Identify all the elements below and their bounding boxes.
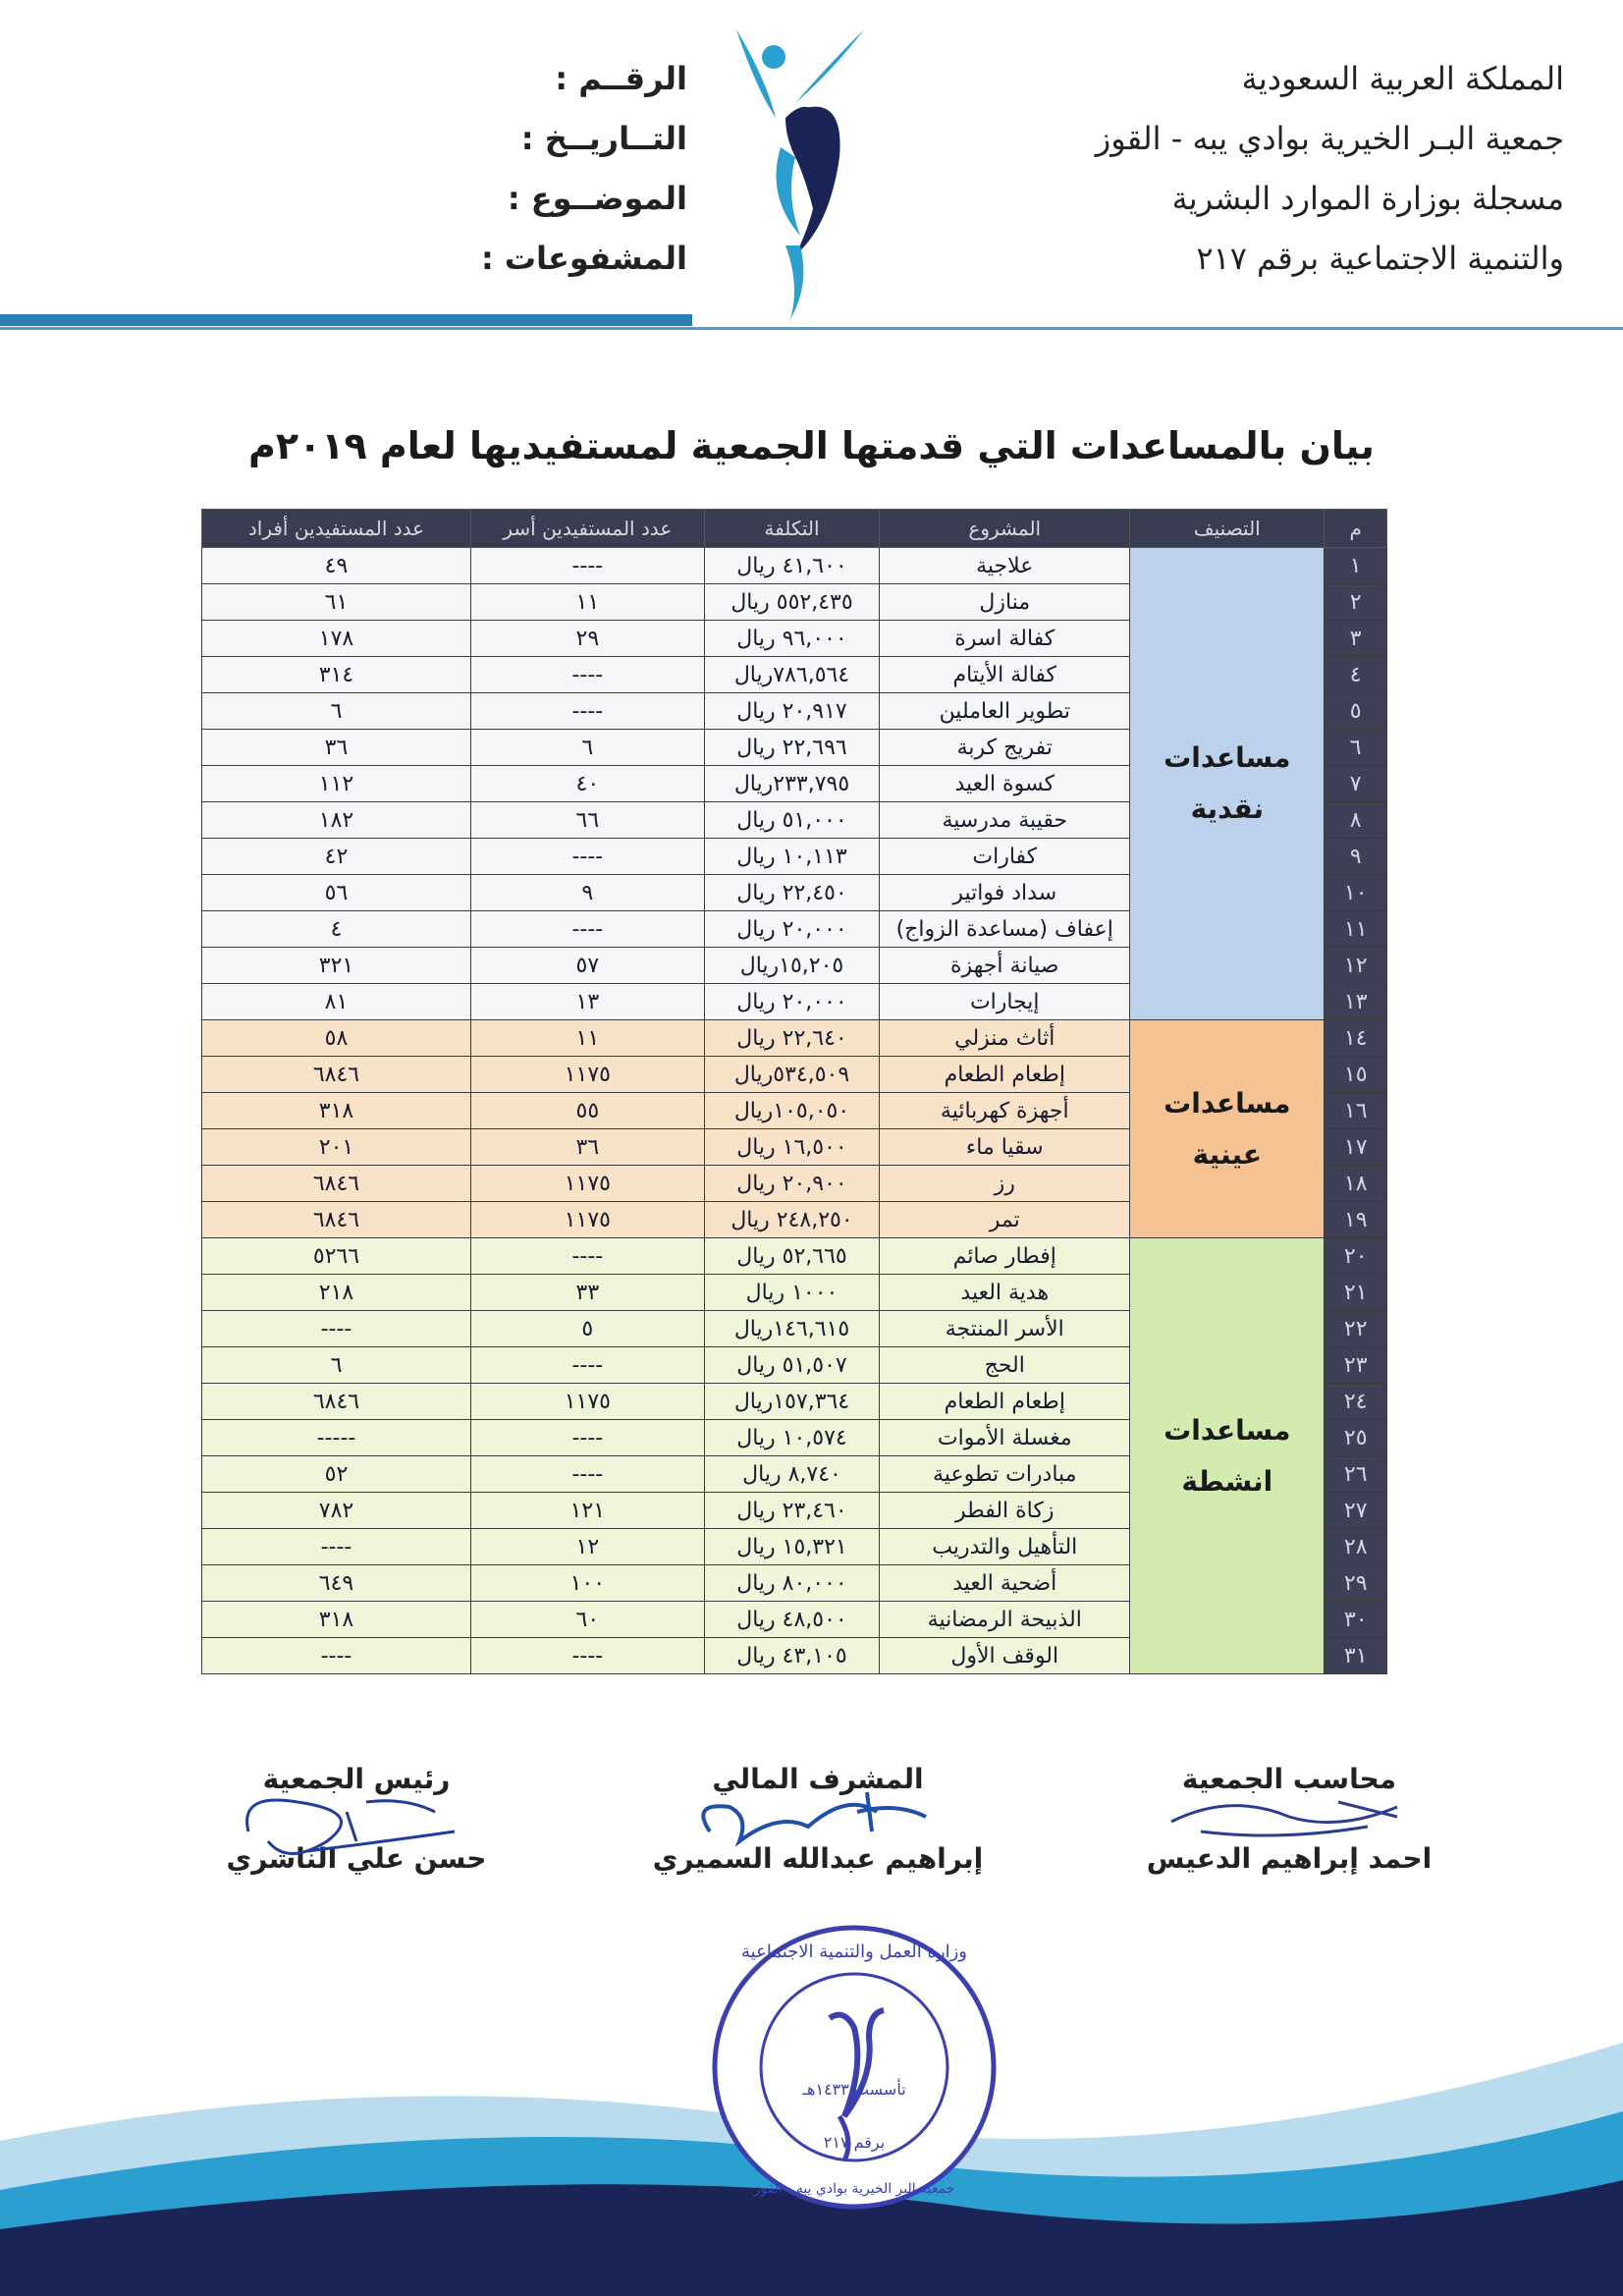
project-name: كفارات — [880, 839, 1130, 875]
beneficiary-individuals: ٦ — [202, 1347, 471, 1384]
row-index: ١٤ — [1325, 1020, 1387, 1057]
beneficiary-families: ---- — [470, 1456, 704, 1493]
project-name: زكاة الفطر — [880, 1493, 1130, 1529]
project-cost: ٢٤٨,٢٥٠ ريال — [704, 1202, 880, 1238]
project-cost: ٢٣٣,٧٩٥ريال — [704, 766, 880, 802]
beneficiary-individuals: ٦١ — [202, 584, 471, 621]
project-cost: ١٠٥,٠٥٠ريال — [704, 1093, 880, 1129]
row-index: ٢٢ — [1325, 1311, 1387, 1347]
project-name: مغسلة الأموات — [880, 1420, 1130, 1456]
project-cost: ٥٣٤,٥٠٩ريال — [704, 1057, 880, 1093]
category-label: مساعدات — [1163, 741, 1291, 774]
project-name: أجهزة كهربائية — [880, 1093, 1130, 1129]
project-name: الوقف الأول — [880, 1638, 1130, 1674]
project-cost: ٥١,٥٠٧ ريال — [704, 1347, 880, 1384]
beneficiary-individuals: ٦٨٤٦ — [202, 1384, 471, 1420]
beneficiary-individuals: ---- — [202, 1529, 471, 1565]
category-label: نقدية — [1190, 793, 1264, 825]
beneficiary-families: ٢٩ — [470, 621, 704, 657]
row-index: ٢٦ — [1325, 1456, 1387, 1493]
project-cost: ٥٢,٦٦٥ ريال — [704, 1238, 880, 1275]
handwritten-signature-icon — [1142, 1773, 1436, 1851]
row-index: ٢٤ — [1325, 1384, 1387, 1420]
row-index: ١٣ — [1325, 984, 1387, 1020]
beneficiary-families: ١١٧٥ — [470, 1202, 704, 1238]
handwritten-signature-icon — [671, 1773, 965, 1861]
beneficiary-families: ٥ — [470, 1311, 704, 1347]
project-name: صيانة أجهزة — [880, 948, 1130, 984]
row-index: ١٩ — [1325, 1202, 1387, 1238]
project-cost: ٢٢,٦٩٦ ريال — [704, 730, 880, 766]
row-index: ١٨ — [1325, 1166, 1387, 1202]
col-header-category: التصنيف — [1130, 510, 1325, 548]
project-name: إيجارات — [880, 984, 1130, 1020]
beneficiary-families: ---- — [470, 1347, 704, 1384]
project-cost: ٤١,٦٠٠ ريال — [704, 548, 880, 584]
project-cost: ٤٨,٥٠٠ ريال — [704, 1602, 880, 1638]
row-index: ١٧ — [1325, 1129, 1387, 1166]
beneficiary-individuals: ٦ — [202, 693, 471, 730]
project-name: الحج — [880, 1347, 1130, 1384]
handwritten-signature-icon — [209, 1773, 504, 1871]
project-name: كفالة الأيتام — [880, 657, 1130, 693]
beneficiary-individuals: ٥٦ — [202, 875, 471, 911]
project-name: سقيا ماء — [880, 1129, 1130, 1166]
beneficiary-individuals: ٣١٨ — [202, 1093, 471, 1129]
project-cost: ٥٥٢,٤٣٥ ريال — [704, 584, 880, 621]
beneficiary-individuals: ٦٤٩ — [202, 1565, 471, 1602]
project-cost: ٨٠,٠٠٠ ريال — [704, 1565, 880, 1602]
row-index: ٢٨ — [1325, 1529, 1387, 1565]
beneficiary-individuals: ٦٨٤٦ — [202, 1166, 471, 1202]
project-cost: ١٠٠٠ ريال — [704, 1275, 880, 1311]
beneficiary-families: ٥٥ — [470, 1093, 704, 1129]
row-index: ١١ — [1325, 911, 1387, 948]
project-name: سداد فواتير — [880, 875, 1130, 911]
category-label: مساعدات — [1163, 1086, 1291, 1120]
project-name: هدية العيد — [880, 1275, 1130, 1311]
row-index: ٢٥ — [1325, 1420, 1387, 1456]
project-cost: ١٠,١١٣ ريال — [704, 839, 880, 875]
project-name: كفالة اسرة — [880, 621, 1130, 657]
page-title: بيان بالمساعدات التي قدمتها الجمعية لمستفيديها لعام ٢٠١٩م — [248, 424, 1375, 467]
project-name: أثاث منزلي — [880, 1020, 1130, 1057]
official-stamp — [707, 1920, 1001, 2214]
table-row — [202, 548, 1387, 584]
beneficiary-families: ---- — [470, 548, 704, 584]
category-cell — [1130, 1238, 1325, 1674]
beneficiary-individuals: ٦٨٤٦ — [202, 1057, 471, 1093]
project-cost: ٩٦,٠٠٠ ريال — [704, 621, 880, 657]
beneficiary-individuals: ٧٨٢ — [202, 1493, 471, 1529]
beneficiary-families: ١١٧٥ — [470, 1166, 704, 1202]
col-header-families: عدد المستفيدين أسر — [470, 510, 704, 548]
beneficiary-individuals: ٢٠١ — [202, 1129, 471, 1166]
project-name: منازل — [880, 584, 1130, 621]
project-cost: ٤٣,١٠٥ ريال — [704, 1638, 880, 1674]
row-index: ١ — [1325, 548, 1387, 584]
project-cost: ٧٨٦,٥٦٤ريال — [704, 657, 880, 693]
signature-accountant — [1122, 1763, 1456, 1875]
beneficiary-individuals: ٢١٨ — [202, 1275, 471, 1311]
row-index: ٥ — [1325, 693, 1387, 730]
project-name: تفريج كربة — [880, 730, 1130, 766]
header-divider-thick — [0, 314, 692, 326]
category-label: مساعدات — [1163, 1413, 1291, 1447]
table-row — [202, 1238, 1387, 1275]
beneficiary-families: ٣٣ — [470, 1275, 704, 1311]
field-attachments: المشفوعات : — [480, 240, 687, 277]
project-cost: ١٦,٥٠٠ ريال — [704, 1129, 880, 1166]
stamp-text-bottom: جمعية البر الخيرية بوادي يبه - القوز — [753, 2181, 955, 2197]
project-name: الذبيحة الرمضانية — [880, 1602, 1130, 1638]
table-header-row — [202, 510, 1387, 548]
project-name: حقيبة مدرسية — [880, 802, 1130, 839]
stamp-text-founded: تأسست ١٤٣٣هـ — [802, 2080, 906, 2099]
row-index: ٢ — [1325, 584, 1387, 621]
beneficiary-individuals: ٦٨٤٦ — [202, 1202, 471, 1238]
beneficiary-families: ---- — [470, 1238, 704, 1275]
reference-fields — [393, 49, 687, 289]
category-cell — [1130, 1020, 1325, 1238]
row-index: ٩ — [1325, 839, 1387, 875]
row-index: ٢٠ — [1325, 1238, 1387, 1275]
org-header — [975, 49, 1564, 289]
field-number: الرقــم : — [555, 60, 687, 97]
project-cost: ٢٠,٠٠٠ ريال — [704, 911, 880, 948]
beneficiary-families: ---- — [470, 1638, 704, 1674]
project-cost: ٢٣,٤٦٠ ريال — [704, 1493, 880, 1529]
beneficiary-families: ١٣ — [470, 984, 704, 1020]
beneficiary-families: ٦٦ — [470, 802, 704, 839]
beneficiary-individuals: ٤٢ — [202, 839, 471, 875]
beneficiary-individuals: ٤ — [202, 911, 471, 948]
beneficiary-families: ٩ — [470, 875, 704, 911]
field-subject: الموضــوع : — [507, 180, 687, 217]
beneficiary-individuals: ٥٨ — [202, 1020, 471, 1057]
category-cell — [1130, 548, 1325, 1020]
row-index: ٢٩ — [1325, 1565, 1387, 1602]
beneficiary-families: ---- — [470, 911, 704, 948]
row-index: ١٦ — [1325, 1093, 1387, 1129]
beneficiary-families: ١١٧٥ — [470, 1057, 704, 1093]
org-line-4: والتنمية الاجتماعية برقم ٢١٧ — [1196, 240, 1564, 277]
project-name: علاجية — [880, 548, 1130, 584]
col-header-cost: التكلفة — [704, 510, 880, 548]
beneficiary-families: ١٢ — [470, 1529, 704, 1565]
signature-role: محاسب الجمعية — [1181, 1763, 1397, 1795]
beneficiary-individuals: ٨١ — [202, 984, 471, 1020]
row-index: ٨ — [1325, 802, 1387, 839]
beneficiary-individuals: ٣١٤ — [202, 657, 471, 693]
org-line-2: جمعية البـر الخيرية بوادي يبه - القوز — [1095, 120, 1564, 157]
row-index: ٣٠ — [1325, 1602, 1387, 1638]
row-index: ١٥ — [1325, 1057, 1387, 1093]
beneficiary-individuals: ٣٦ — [202, 730, 471, 766]
col-header-individuals: عدد المستفيدين أفراد — [202, 510, 471, 548]
header-divider-thin — [0, 327, 1623, 330]
beneficiary-individuals: ٥٢٦٦ — [202, 1238, 471, 1275]
org-line-3: مسجلة بوزارة الموارد البشرية — [1171, 180, 1564, 217]
signature-name: إبراهيم عبدالله السميري — [652, 1842, 984, 1875]
project-cost: ٢٢,٦٤٠ ريال — [704, 1020, 880, 1057]
project-name: الأسر المنتجة — [880, 1311, 1130, 1347]
beneficiary-individuals: ١١٢ — [202, 766, 471, 802]
project-cost: ١٤٦,٦١٥ريال — [704, 1311, 880, 1347]
row-index: ٢٣ — [1325, 1347, 1387, 1384]
beneficiary-individuals: ٣٢١ — [202, 948, 471, 984]
project-cost: ٥١,٠٠٠ ريال — [704, 802, 880, 839]
signature-role: المشرف المالي — [712, 1763, 924, 1795]
org-line-1: المملكة العربية السعودية — [1241, 60, 1564, 97]
beneficiary-individuals: ١٨٢ — [202, 802, 471, 839]
project-name: أضحية العيد — [880, 1565, 1130, 1602]
signatures-block — [0, 1763, 1623, 1920]
row-index: ٣ — [1325, 621, 1387, 657]
project-cost: ٢٢,٤٥٠ ريال — [704, 875, 880, 911]
beneficiary-families: ١١٧٥ — [470, 1384, 704, 1420]
row-index: ٢٧ — [1325, 1493, 1387, 1529]
row-index: ١٢ — [1325, 948, 1387, 984]
beneficiary-families: ---- — [470, 693, 704, 730]
assistance-table — [201, 509, 1387, 1674]
row-index: ٣١ — [1325, 1638, 1387, 1674]
project-cost: ٨,٧٤٠ ريال — [704, 1456, 880, 1493]
project-name: التأهيل والتدريب — [880, 1529, 1130, 1565]
beneficiary-families: ١١ — [470, 1020, 704, 1057]
beneficiary-families: ---- — [470, 657, 704, 693]
row-index: ١٠ — [1325, 875, 1387, 911]
project-name: تطوير العاملين — [880, 693, 1130, 730]
beneficiary-individuals: ٥٢ — [202, 1456, 471, 1493]
signature-role: رئيس الجمعية — [262, 1763, 451, 1795]
signature-financial-supervisor — [651, 1763, 985, 1875]
beneficiary-families: ١٠٠ — [470, 1565, 704, 1602]
beneficiary-families: ٥٧ — [470, 948, 704, 984]
stamp-text-reg: برقم ٢١٧ — [823, 2133, 886, 2152]
project-cost: ١٥,٣٢١ ريال — [704, 1529, 880, 1565]
category-label: عينية — [1192, 1137, 1263, 1171]
project-cost: ٢٠,٩٠٠ ريال — [704, 1166, 880, 1202]
beneficiary-individuals: ----- — [202, 1420, 471, 1456]
beneficiary-families: ٣٦ — [470, 1129, 704, 1166]
signature-name: احمد إبراهيم الدعيس — [1146, 1842, 1433, 1875]
row-index: ٦ — [1325, 730, 1387, 766]
beneficiary-families: ٦٠ — [470, 1602, 704, 1638]
project-name: إفطار صائم — [880, 1238, 1130, 1275]
beneficiary-individuals: ---- — [202, 1638, 471, 1674]
project-cost: ١٥,٢٠٥ريال — [704, 948, 880, 984]
beneficiary-individuals: ٣١٨ — [202, 1602, 471, 1638]
beneficiary-families: ١١ — [470, 584, 704, 621]
col-header-index: م — [1325, 510, 1387, 548]
field-date: التــاريــخ : — [520, 120, 687, 157]
signature-name: حسن علي الناشري — [226, 1842, 487, 1875]
table-row — [202, 1020, 1387, 1057]
charity-logo — [727, 10, 874, 324]
beneficiary-families: ٦ — [470, 730, 704, 766]
project-name: مبادرات تطوعية — [880, 1456, 1130, 1493]
project-name: تمر — [880, 1202, 1130, 1238]
beneficiary-individuals: ---- — [202, 1311, 471, 1347]
col-header-project: المشروع — [880, 510, 1130, 548]
project-cost: ١٠,٥٧٤ ريال — [704, 1420, 880, 1456]
project-name: إطعام الطعام — [880, 1384, 1130, 1420]
project-cost: ١٥٧,٣٦٤ريال — [704, 1384, 880, 1420]
beneficiary-families: ١٢١ — [470, 1493, 704, 1529]
beneficiary-individuals: ٤٩ — [202, 548, 471, 584]
row-index: ٧ — [1325, 766, 1387, 802]
beneficiary-families: ---- — [470, 839, 704, 875]
signature-chairman — [189, 1763, 523, 1875]
project-name: إعفاف (مساعدة الزواج) — [880, 911, 1130, 948]
beneficiary-individuals: ١٧٨ — [202, 621, 471, 657]
project-name: إطعام الطعام — [880, 1057, 1130, 1093]
stamp-text-top: وزارة العمل والتنمية الاجتماعية — [741, 1941, 967, 1962]
beneficiary-families: ---- — [470, 1420, 704, 1456]
project-cost: ٢٠,٠٠٠ ريال — [704, 984, 880, 1020]
project-name: كسوة العيد — [880, 766, 1130, 802]
beneficiary-families: ٤٠ — [470, 766, 704, 802]
row-index: ٤ — [1325, 657, 1387, 693]
project-cost: ٢٠,٩١٧ ريال — [704, 693, 880, 730]
row-index: ٢١ — [1325, 1275, 1387, 1311]
project-name: رز — [880, 1166, 1130, 1202]
category-label: انشطة — [1181, 1464, 1273, 1498]
